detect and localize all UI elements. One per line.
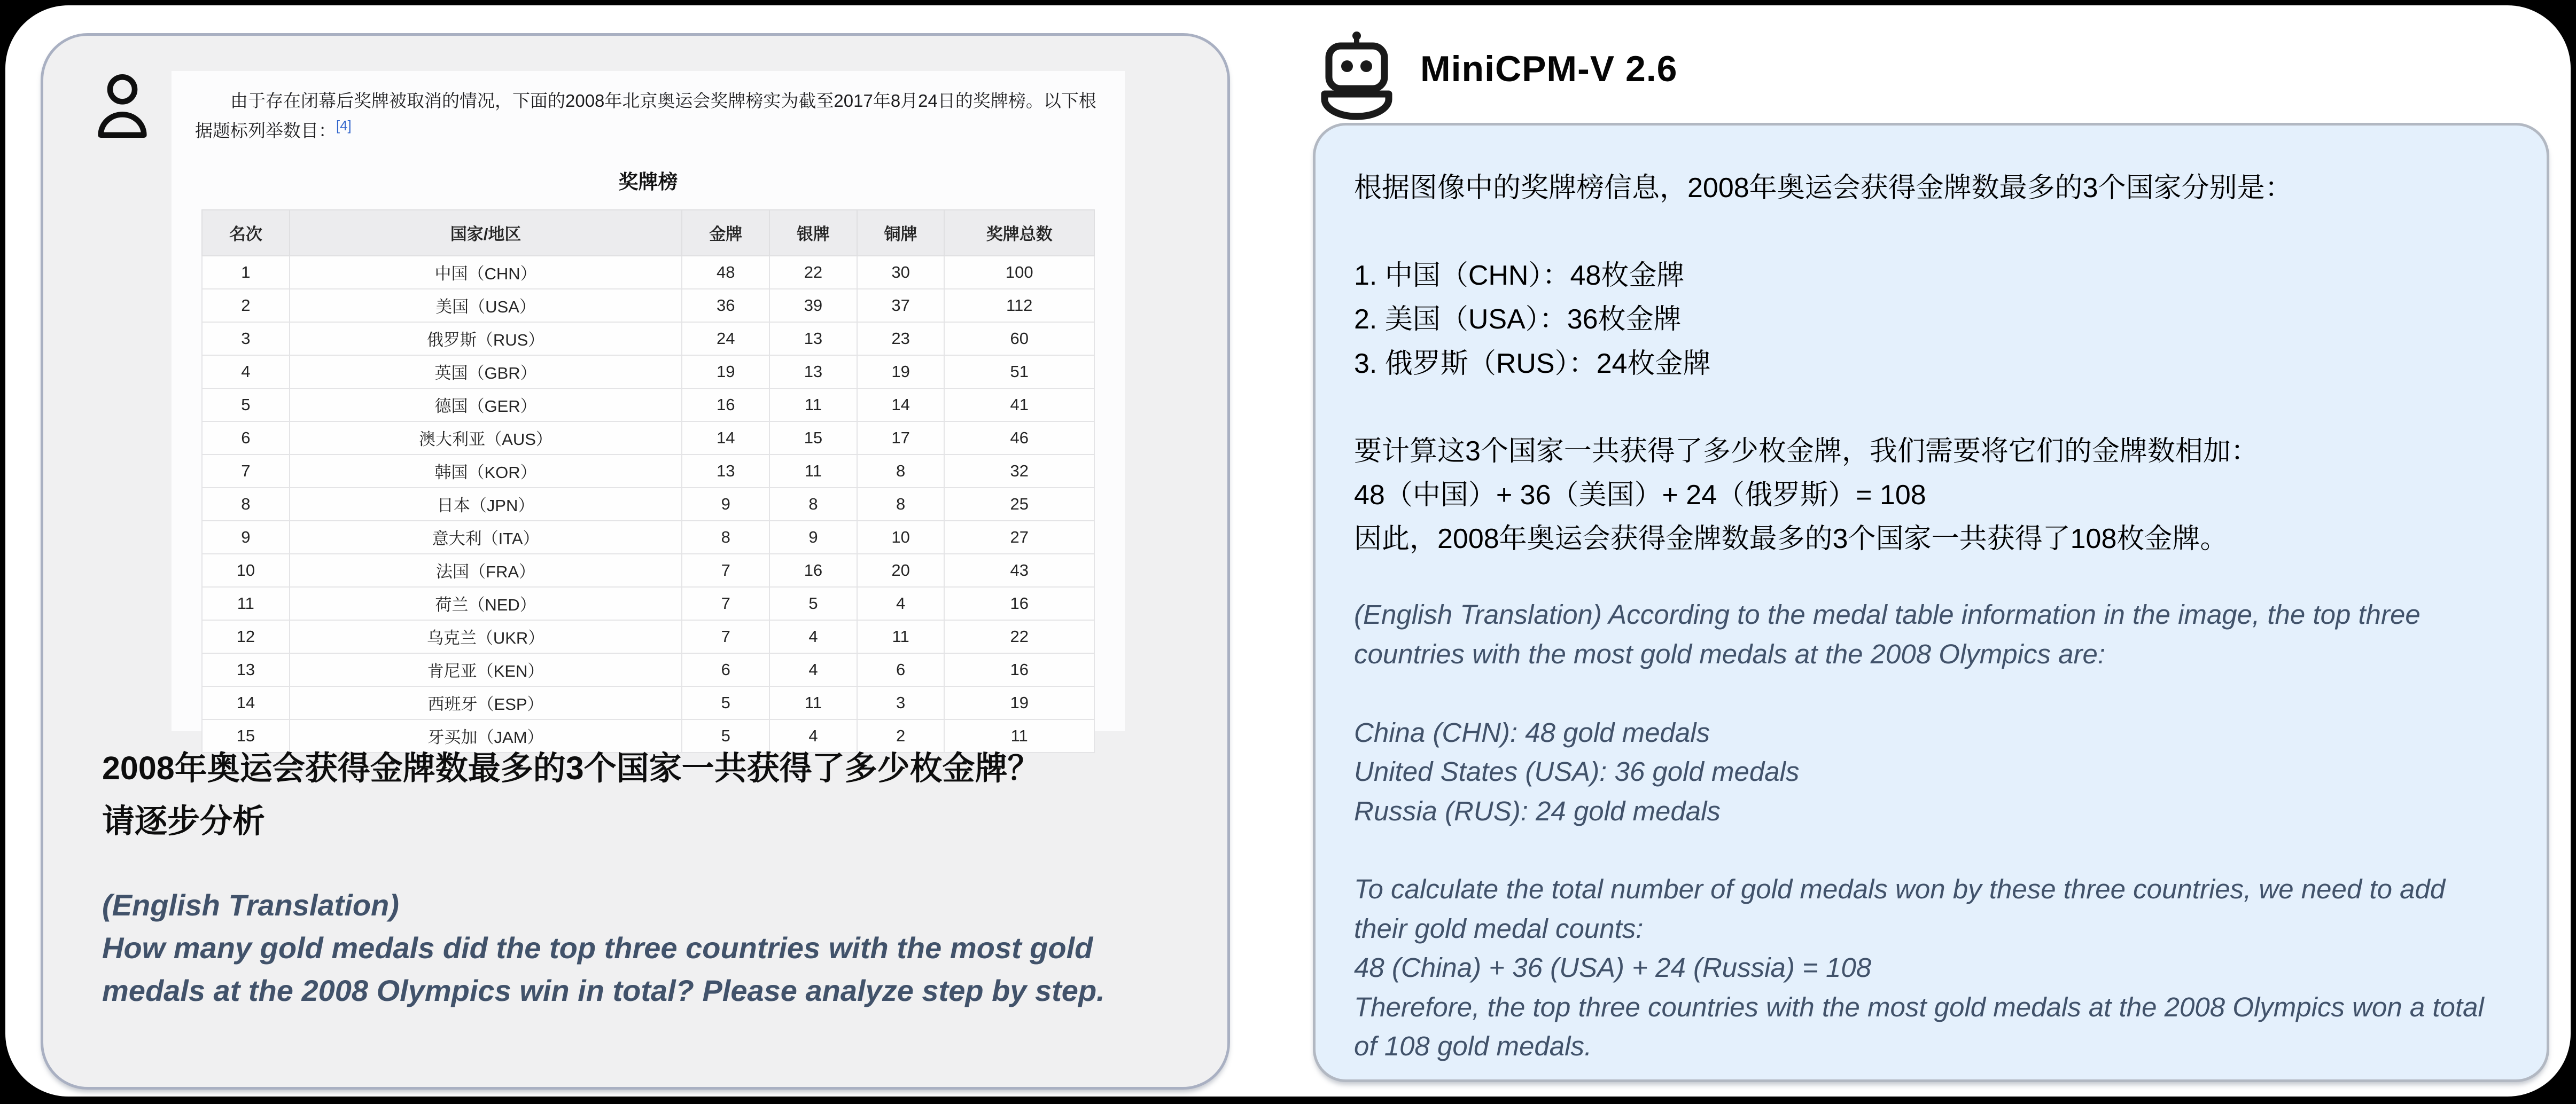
- table-cell: 2: [857, 719, 945, 753]
- table-row: [202, 289, 1094, 322]
- table-cell: 中国（CHN）: [290, 256, 682, 289]
- table-cell: 8: [682, 521, 769, 554]
- robot-icon: [1313, 30, 1400, 119]
- table-cell: 英国（GBR）: [290, 355, 682, 388]
- table-cell: 3: [202, 322, 290, 355]
- table-cell: 4: [857, 587, 945, 620]
- answer-zh-line: [1354, 210, 2504, 254]
- table-cell: 4: [769, 620, 857, 653]
- table-cell: 8: [857, 455, 945, 488]
- answer-en-line: (English Translation) According to the medal table information in the image, the top three countries with the most gold medals at the 2008 Olympics are:: [1354, 599, 2421, 669]
- table-cell: 60: [944, 322, 1094, 355]
- table-cell: 法国（FRA）: [290, 554, 682, 587]
- table-cell: 14: [682, 421, 769, 455]
- answer-zh-line: 根据图像中的奖牌榜信息，2008年奥运会获得金牌数最多的3个国家分别是：: [1354, 173, 2293, 203]
- table-row: [202, 421, 1094, 455]
- table-row: [202, 355, 1094, 388]
- table-cell: 46: [944, 421, 1094, 455]
- table-cell: 16: [682, 388, 769, 421]
- table-cell: 39: [769, 289, 857, 322]
- answer-zh-line: 因此，2008年奥运会获得金牌数最多的3个国家一共获得了108枚金牌。: [1354, 523, 2228, 555]
- table-row: [202, 322, 1094, 355]
- table-cell: 19: [944, 686, 1094, 719]
- table-cell: 2: [202, 289, 290, 322]
- answer-en-line: Russia (RUS): 24 gold medals: [1354, 795, 1721, 826]
- table-cell: 32: [944, 455, 1094, 488]
- answer-zh-line: 1. 中国（CHN）：48枚金牌: [1354, 260, 1685, 292]
- answer-en-line: To calculate the total number of gold medals won by these three countries, we need to add their gold medal counts:: [1354, 874, 2446, 944]
- answer-en-line: China (CHN): 48 gold medals: [1354, 717, 1710, 748]
- table-cell: 美国（USA）: [290, 289, 682, 322]
- table-cell: 15: [202, 719, 290, 753]
- table-row: [202, 256, 1094, 289]
- answer-en-line: United States (USA): 36 gold medals: [1354, 756, 1800, 787]
- table-cell: 7: [682, 554, 769, 587]
- table-cell: 俄罗斯（RUS）: [290, 322, 682, 355]
- table-cell: 13: [769, 322, 857, 355]
- table-cell: 10: [857, 521, 945, 554]
- table-cell: 112: [944, 289, 1094, 322]
- table-row: [202, 620, 1094, 653]
- table-cell: 41: [944, 388, 1094, 421]
- model-name: MiniCPM-V 2.6: [1420, 49, 1678, 89]
- table-cell: 15: [769, 421, 857, 455]
- table-cell: 11: [769, 455, 857, 488]
- table-header-row: [202, 210, 1094, 256]
- question-line: 2008年奥运会获得金牌数最多的3个国家一共获得了多少枚金牌？: [102, 750, 1040, 786]
- table-cell: 22: [769, 256, 857, 289]
- answer-en-line: [1354, 674, 2504, 712]
- table-cell: 9: [682, 488, 769, 521]
- answer-en: [1354, 595, 2504, 1066]
- table-cell: 7: [682, 587, 769, 620]
- table-cell: 8: [857, 488, 945, 521]
- table-cell: 14: [857, 388, 945, 421]
- table-cell: 11: [769, 388, 857, 421]
- table-cell: 19: [682, 355, 769, 388]
- table-row: [202, 686, 1094, 719]
- table-cell: 16: [944, 653, 1094, 686]
- table-cell: 乌克兰（UKR）: [290, 620, 682, 653]
- medal-table-image: [172, 71, 1125, 747]
- table-cell: 韩国（KOR）: [290, 455, 682, 488]
- user-question-zh: [102, 742, 1181, 848]
- table-cell: 肯尼亚（KEN）: [290, 653, 682, 686]
- table-cell: 16: [769, 554, 857, 587]
- table-cell: 16: [944, 587, 1094, 620]
- table-cell: 意大利（ITA）: [290, 521, 682, 554]
- table-row: [202, 388, 1094, 421]
- table-cell: 6: [202, 421, 290, 455]
- table-cell: 48: [682, 256, 769, 289]
- table-cell: 7: [202, 455, 290, 488]
- table-cell: 12: [202, 620, 290, 653]
- col-header-rank: 名次: [202, 210, 290, 256]
- table-cell: 13: [769, 355, 857, 388]
- table-cell: 4: [769, 719, 857, 753]
- table-cell: 14: [202, 686, 290, 719]
- table-cell: 3: [857, 686, 945, 719]
- table-cell: 17: [857, 421, 945, 455]
- model-answer-panel: [1313, 123, 2549, 1082]
- answer-zh-line: 要计算这3个国家一共获得了多少枚金牌，我们需要将它们的金牌数相加：: [1354, 435, 2259, 467]
- table-cell: 德国（GER）: [290, 388, 682, 421]
- table-cell: 20: [857, 554, 945, 587]
- table-cell: 11: [202, 587, 290, 620]
- table-cell: 荷兰（NED）: [290, 587, 682, 620]
- table-row: [202, 587, 1094, 620]
- translation-label: (English Translation): [102, 888, 399, 922]
- table-cell: 6: [857, 653, 945, 686]
- table-cell: 1: [202, 256, 290, 289]
- answer-zh: [1354, 166, 2504, 561]
- table-cell: 澳大利亚（AUS）: [290, 421, 682, 455]
- table-cell: 8: [769, 488, 857, 521]
- answer-zh-line: 48（中国）+ 36（美国）+ 24（俄罗斯）= 108: [1354, 480, 1926, 511]
- table-cell: 100: [944, 256, 1094, 289]
- table-row: [202, 521, 1094, 554]
- table-cell: 27: [944, 521, 1094, 554]
- table-cell: 4: [202, 355, 290, 388]
- answer-zh-line: 3. 俄罗斯（RUS）：24枚金牌: [1354, 348, 1711, 379]
- table-cell: 4: [769, 653, 857, 686]
- table-row: [202, 488, 1094, 521]
- answer-en-line: 48 (China) + 36 (USA) + 24 (Russia) = 108: [1354, 952, 1872, 983]
- table-cell: 9: [769, 521, 857, 554]
- col-header-bronze: 铜牌: [857, 210, 945, 256]
- table-cell: 5: [682, 686, 769, 719]
- question-line: 请逐步分析: [102, 802, 266, 839]
- table-row: [202, 455, 1094, 488]
- table-cell: 10: [202, 554, 290, 587]
- reference-link: [4]: [336, 118, 352, 134]
- table-cell: 51: [944, 355, 1094, 388]
- table-cell: 19: [857, 355, 945, 388]
- table-cell: 43: [944, 554, 1094, 587]
- table-cell: 6: [682, 653, 769, 686]
- table-cell: 5: [769, 587, 857, 620]
- table-cell: 30: [857, 256, 945, 289]
- table-cell: 36: [682, 289, 769, 322]
- table-row: [202, 554, 1094, 587]
- col-header-silver: 银牌: [769, 210, 857, 256]
- figure-canvas: [5, 5, 2571, 1097]
- table-cell: 23: [857, 322, 945, 355]
- table-cell: 11: [944, 719, 1094, 753]
- table-row: [202, 653, 1094, 686]
- table-title: 奖牌榜: [618, 170, 678, 193]
- user-question-translation: [102, 884, 1152, 1012]
- table-cell: 13: [682, 455, 769, 488]
- table-cell: 5: [682, 719, 769, 753]
- table-cell: 牙买加（JAM）: [290, 719, 682, 753]
- user-icon: [97, 72, 148, 140]
- table-cell: 8: [202, 488, 290, 521]
- answer-zh-line: [1354, 386, 2504, 429]
- answer-en-line: [1354, 831, 2504, 870]
- table-cell: 11: [769, 686, 857, 719]
- answer-en-line: Therefore, the top three countries with the most gold medals at the 2008 Olympics won a total of 108 gold medals.: [1354, 991, 2484, 1062]
- table-cell: 西班牙（ESP）: [290, 686, 682, 719]
- medal-table: [201, 209, 1095, 753]
- question-en: How many gold medals did the top three countries with the most gold medals at the 2008 Olympics win in total? Please analyze step by step.: [102, 931, 1105, 1008]
- answer-zh-line: 2. 美国（USA）：36枚金牌: [1354, 304, 1682, 335]
- table-cell: 7: [682, 620, 769, 653]
- intro-text: 由于存在闭幕后奖牌被取消的情况，下面的2008年北京奥运会奖牌榜实为截至2017年8月24日的奖牌榜。以下根据题标列举数目：: [195, 91, 1096, 140]
- image-intro-text: [172, 71, 1125, 145]
- col-header-country: 国家/地区: [290, 210, 682, 256]
- table-cell: 日本（JPN）: [290, 488, 682, 521]
- table-cell: 25: [944, 488, 1094, 521]
- table-cell: 37: [857, 289, 945, 322]
- table-cell: 9: [202, 521, 290, 554]
- table-cell: 13: [202, 653, 290, 686]
- table-cell: 24: [682, 322, 769, 355]
- table-cell: 5: [202, 388, 290, 421]
- table-cell: 11: [857, 620, 945, 653]
- col-header-gold: 金牌: [682, 210, 769, 256]
- col-header-total: 奖牌总数: [944, 210, 1094, 256]
- user-turn-panel: [41, 33, 1230, 1090]
- medal-table-body: [202, 256, 1094, 753]
- table-cell: 22: [944, 620, 1094, 653]
